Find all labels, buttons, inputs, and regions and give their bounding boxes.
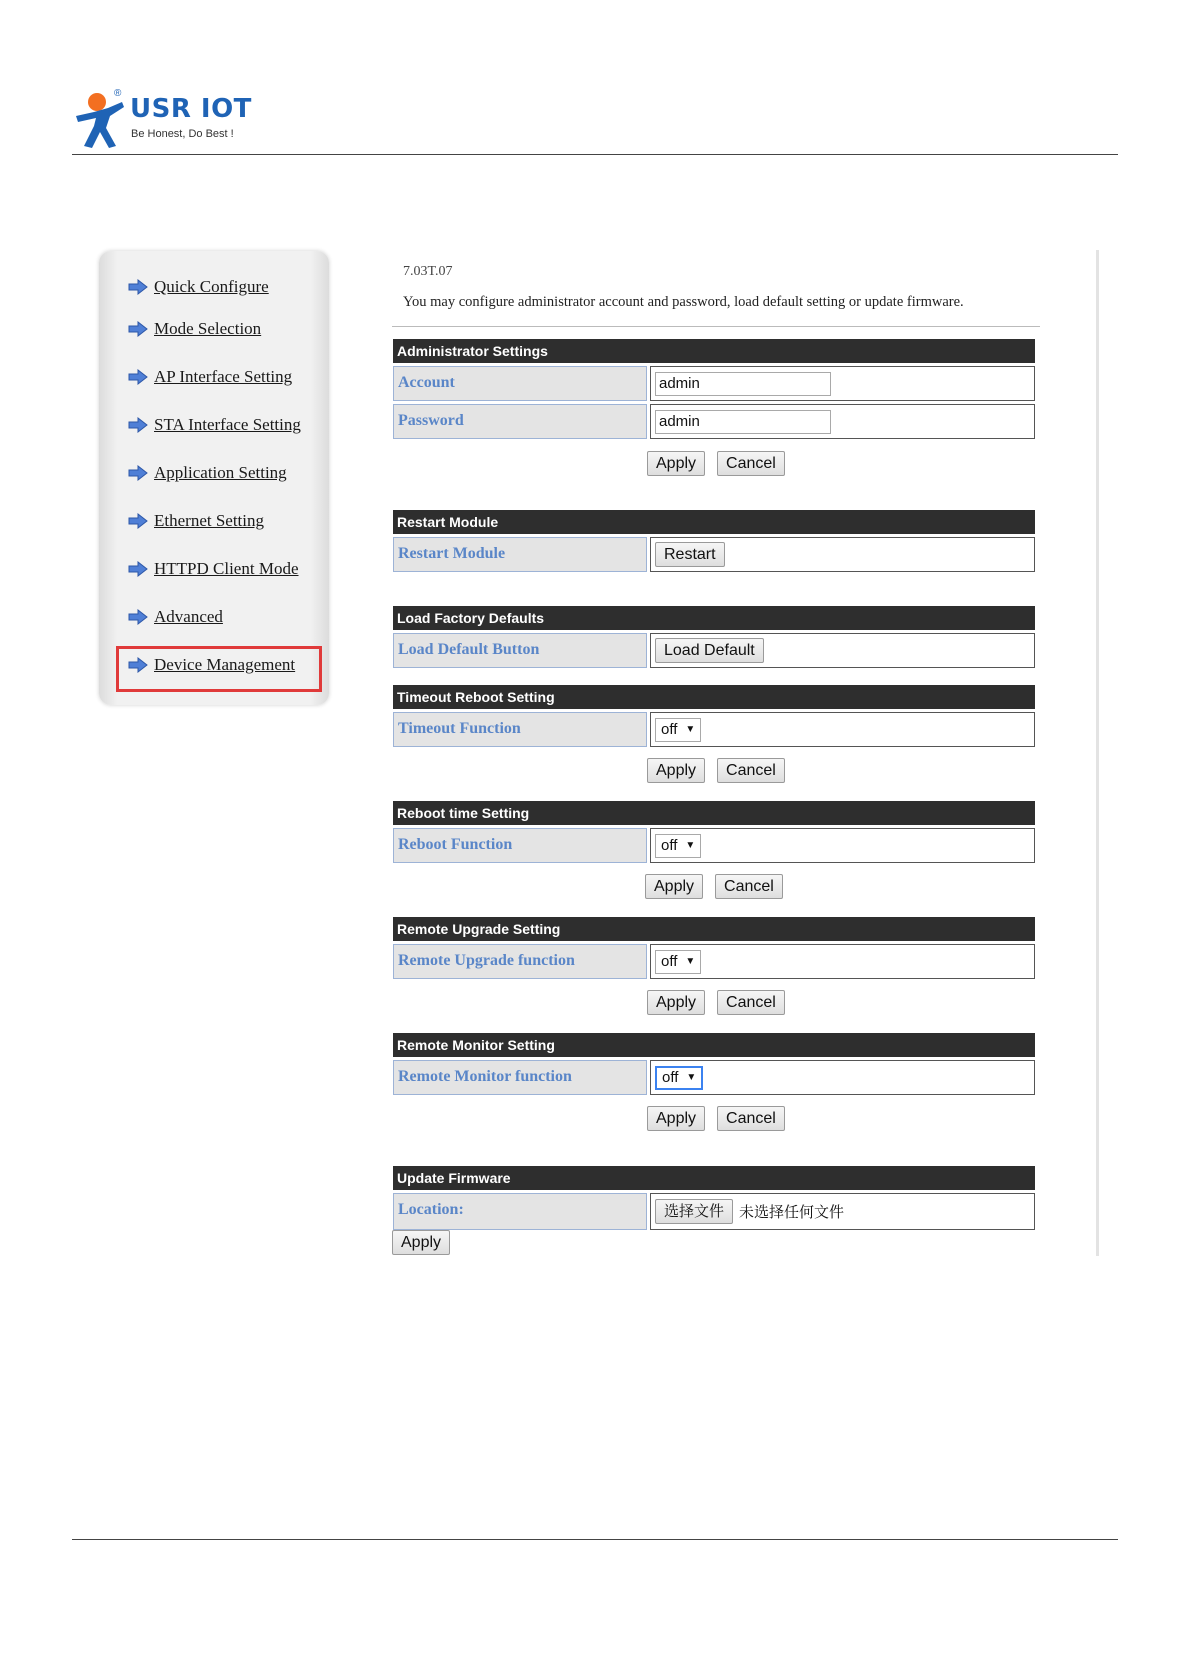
blue-arrow-icon xyxy=(128,417,148,433)
factory-defaults-section xyxy=(393,606,1035,668)
section-title: Reboot time Setting xyxy=(393,801,1035,825)
section-title: Timeout Reboot Setting xyxy=(393,685,1035,709)
reboot-time-section xyxy=(393,801,1035,863)
header-divider xyxy=(72,154,1118,155)
password-label: Password xyxy=(393,404,647,439)
blue-arrow-icon xyxy=(128,513,148,529)
account-input[interactable] xyxy=(655,372,831,396)
section-title: Restart Module xyxy=(393,510,1035,534)
remote-upgrade-section xyxy=(393,917,1035,979)
timeout-function-select[interactable] xyxy=(655,718,701,742)
select-value: off xyxy=(661,837,678,854)
reboot-function-label: Reboot Function xyxy=(393,828,647,863)
usr-iot-logo xyxy=(72,88,252,148)
restart-section xyxy=(393,510,1035,572)
timeout-cancel-button[interactable]: Cancel xyxy=(717,758,785,783)
restart-button[interactable]: Restart xyxy=(655,542,725,567)
dropdown-caret-icon: ▼ xyxy=(685,724,696,735)
sidebar-item-mode-selection[interactable] xyxy=(128,319,261,339)
timeout-reboot-section xyxy=(393,685,1035,747)
dropdown-caret-icon: ▼ xyxy=(685,956,696,967)
page-intro: You may configure administrator account and password, load default setting or update firmware. xyxy=(403,294,964,310)
blue-arrow-icon xyxy=(128,279,148,295)
sidebar-item-ap-interface[interactable] xyxy=(128,367,292,387)
sidebar-item-label[interactable]: Quick Configure xyxy=(154,277,269,296)
sidebar-item-label[interactable]: AP Interface Setting xyxy=(154,367,293,386)
blue-arrow-icon xyxy=(128,609,148,625)
timeout-apply-button[interactable]: Apply xyxy=(647,758,705,783)
blue-arrow-icon xyxy=(128,321,148,337)
section-title: Load Factory Defaults xyxy=(393,606,1035,630)
blue-arrow-icon xyxy=(128,465,148,481)
choose-file-button[interactable]: 选择文件 xyxy=(655,1199,733,1224)
registered-mark: ® xyxy=(114,88,122,99)
load-default-label: Load Default Button xyxy=(393,633,647,668)
remote-monitor-select[interactable] xyxy=(655,1066,703,1090)
update-firmware-section xyxy=(393,1166,1035,1230)
sidebar-item-quick-configure[interactable] xyxy=(128,277,269,297)
blue-arrow-icon xyxy=(128,369,148,385)
sidebar-item-label[interactable]: HTTPD Client Mode xyxy=(154,559,299,578)
dropdown-caret-icon: ▼ xyxy=(685,840,696,851)
sidebar-item-ethernet[interactable] xyxy=(128,511,264,531)
select-value: off xyxy=(661,721,678,738)
sidebar-item-label[interactable]: Mode Selection xyxy=(154,319,262,338)
brand-slogan: Be Honest, Do Best ! xyxy=(131,128,234,140)
select-value: off xyxy=(661,953,678,970)
firmware-version: 7.03T.07 xyxy=(403,264,453,279)
admin-settings-section xyxy=(393,339,1035,439)
select-value: off xyxy=(662,1069,679,1086)
section-title: Remote Monitor Setting xyxy=(393,1033,1035,1057)
footer-divider xyxy=(72,1539,1118,1540)
upgrade-cancel-button[interactable]: Cancel xyxy=(717,990,785,1015)
running-person-icon xyxy=(72,88,132,150)
remote-upgrade-select[interactable] xyxy=(655,950,701,974)
load-default-button[interactable]: Load Default xyxy=(655,638,764,663)
restart-label: Restart Module xyxy=(393,537,647,572)
section-title: Administrator Settings xyxy=(393,339,1035,363)
account-label: Account xyxy=(393,366,647,401)
reboot-function-select[interactable] xyxy=(655,834,701,858)
no-file-chosen-text: 未选择任何文件 xyxy=(739,1203,845,1221)
brand-name: USR IOT xyxy=(130,94,252,124)
sidebar-item-label[interactable]: Application Setting xyxy=(154,463,287,482)
sidebar-item-label[interactable]: Ethernet Setting xyxy=(154,511,265,530)
scrollbar-edge xyxy=(1096,250,1099,1256)
reboot-apply-button[interactable]: Apply xyxy=(645,874,703,899)
sidebar-item-httpd-client[interactable] xyxy=(128,559,299,579)
admin-apply-button[interactable]: Apply xyxy=(647,451,705,476)
dropdown-caret-icon: ▼ xyxy=(686,1072,697,1083)
monitor-apply-button[interactable]: Apply xyxy=(647,1106,705,1131)
remote-upgrade-label: Remote Upgrade function xyxy=(393,944,647,979)
reboot-cancel-button[interactable]: Cancel xyxy=(715,874,783,899)
highlight-box xyxy=(116,646,322,692)
firmware-apply-button[interactable]: Apply xyxy=(392,1230,450,1255)
sidebar-item-advanced[interactable] xyxy=(128,607,223,627)
sidebar-item-label[interactable]: STA Interface Setting xyxy=(154,415,301,434)
admin-cancel-button[interactable]: Cancel xyxy=(717,451,785,476)
blue-arrow-icon xyxy=(128,561,148,577)
sidebar-item-sta-interface[interactable] xyxy=(128,415,301,435)
section-title: Update Firmware xyxy=(393,1166,1035,1190)
upgrade-apply-button[interactable]: Apply xyxy=(647,990,705,1015)
intro-divider xyxy=(392,326,1040,327)
location-label: Location: xyxy=(393,1193,647,1230)
timeout-function-label: Timeout Function xyxy=(393,712,647,747)
section-title: Remote Upgrade Setting xyxy=(393,917,1035,941)
remote-monitor-section xyxy=(393,1033,1035,1095)
remote-monitor-label: Remote Monitor function xyxy=(393,1060,647,1095)
monitor-cancel-button[interactable]: Cancel xyxy=(717,1106,785,1131)
sidebar-item-label[interactable]: Device Management xyxy=(154,655,296,674)
password-input[interactable] xyxy=(655,410,831,434)
sidebar-item-label[interactable]: Advanced xyxy=(154,607,223,626)
sidebar-item-application[interactable] xyxy=(128,463,287,483)
